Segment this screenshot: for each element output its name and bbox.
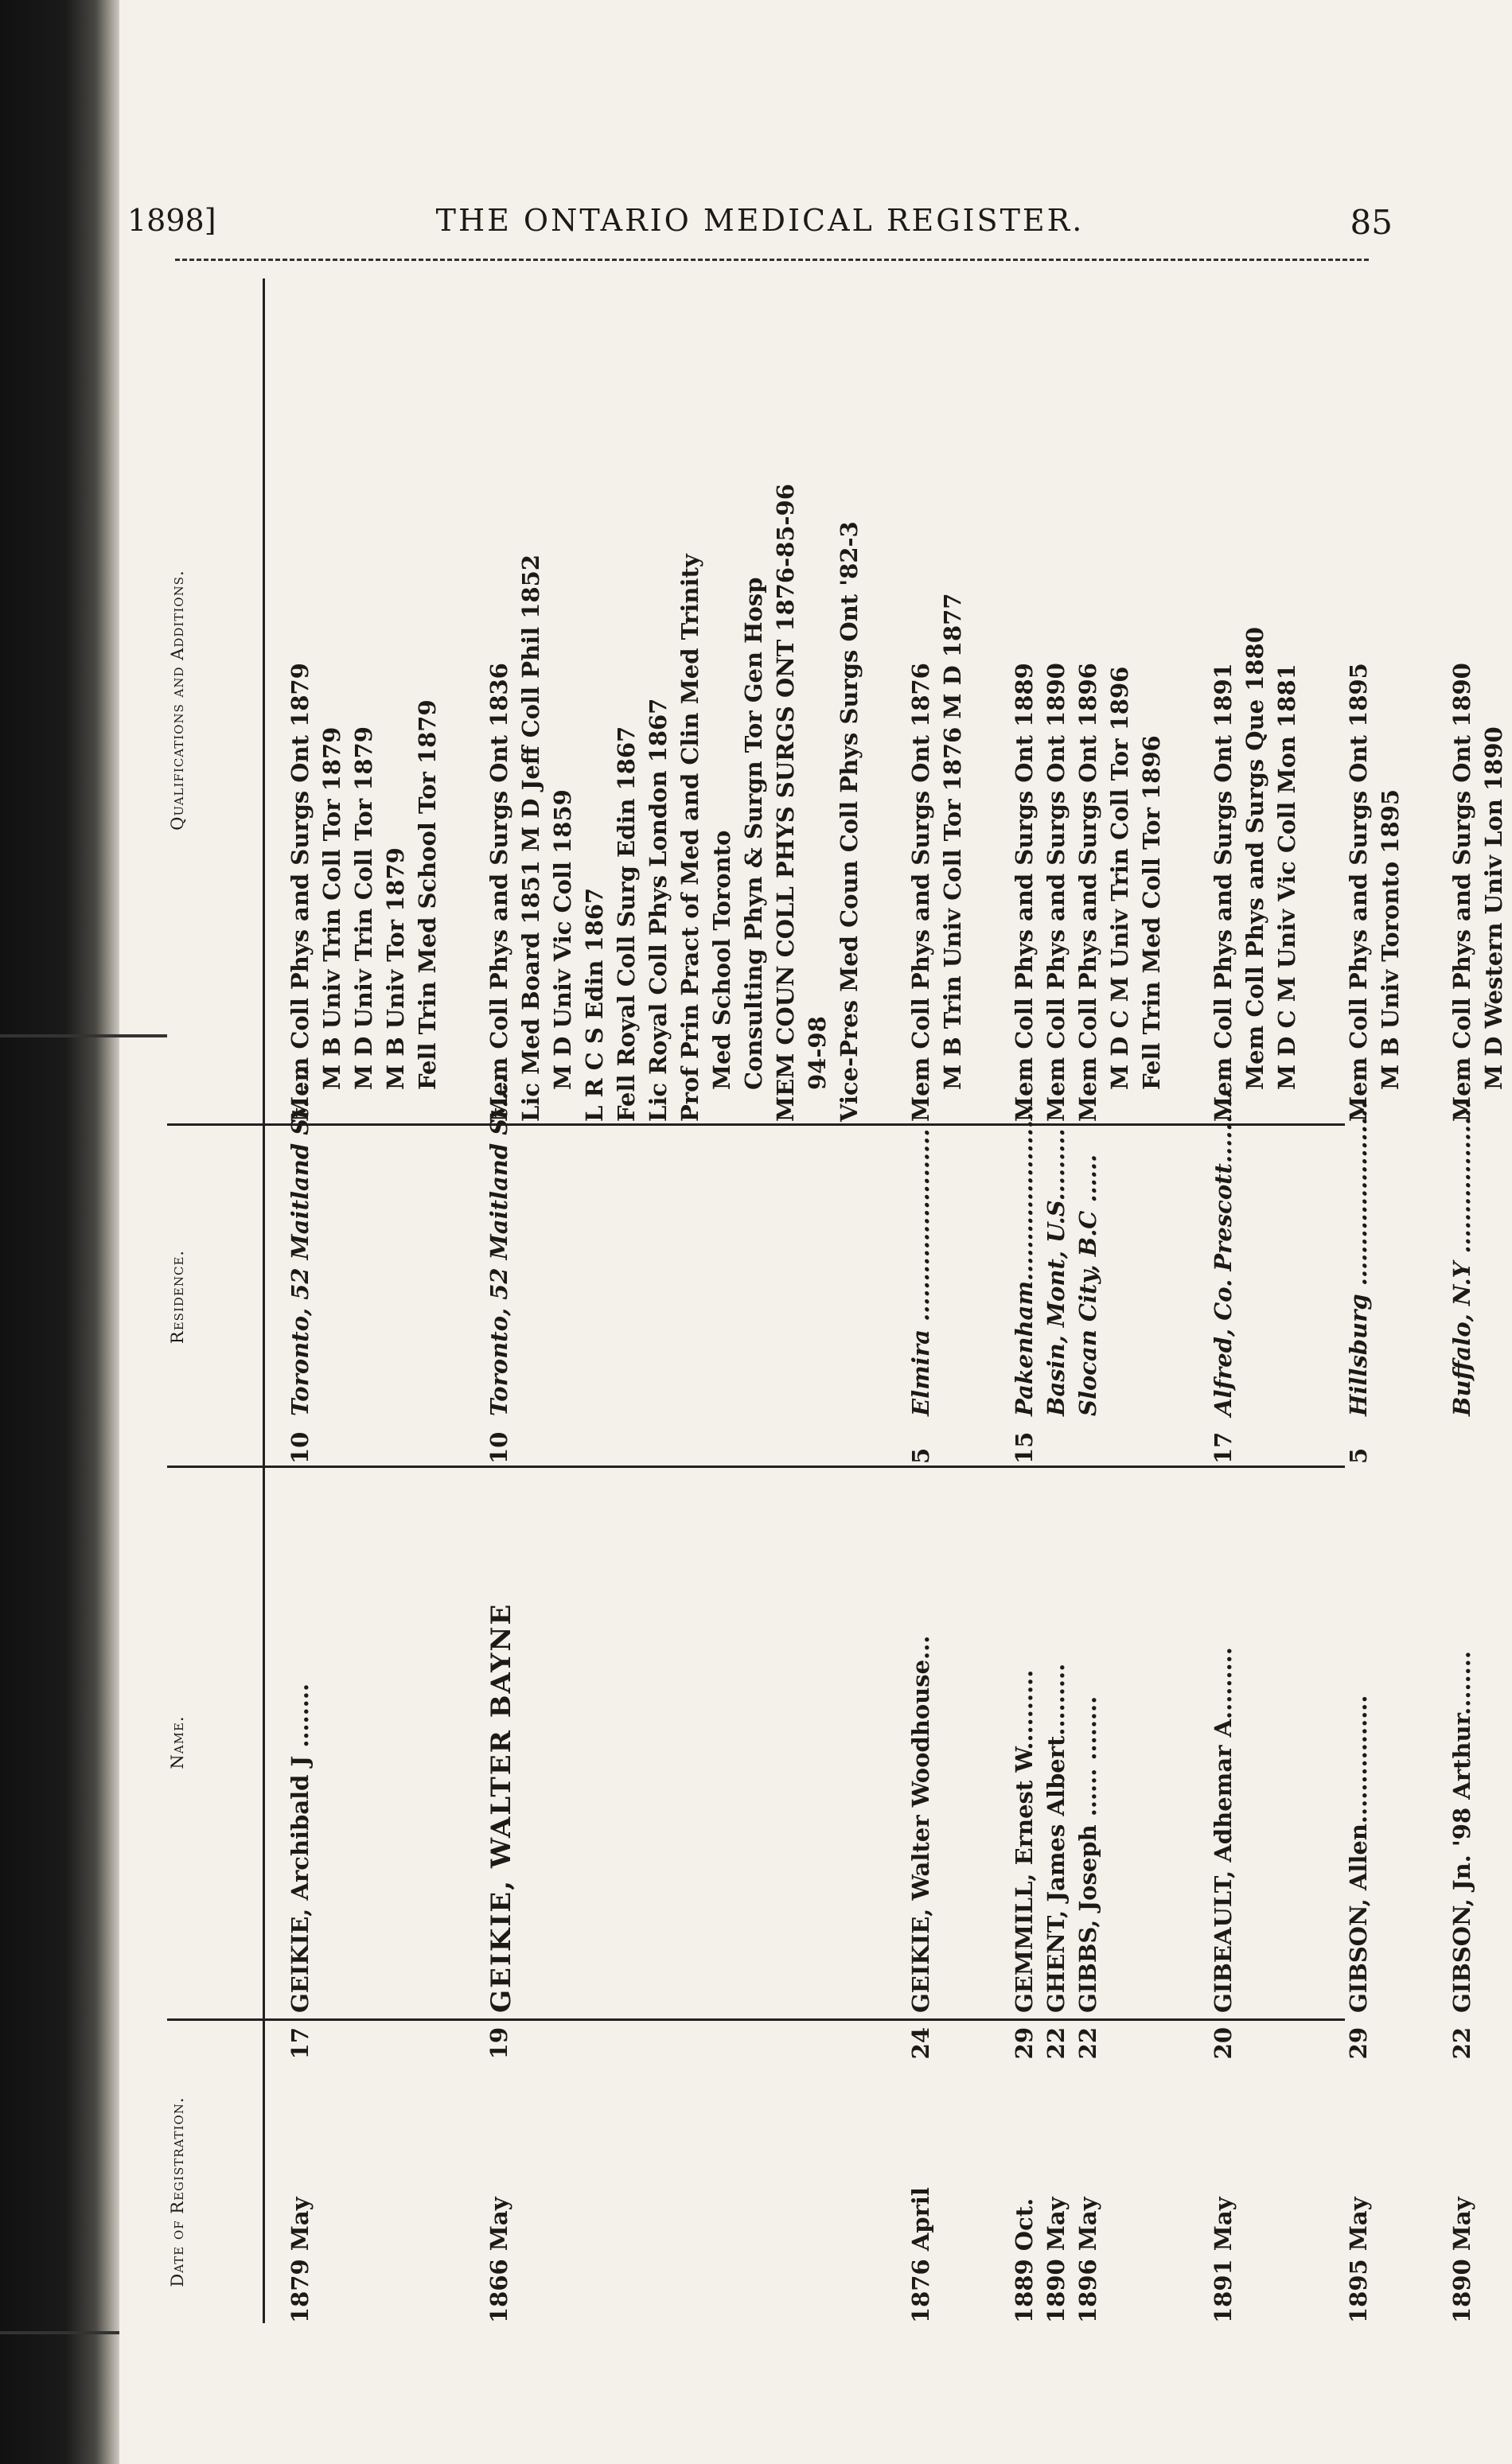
entry-name: GIBEAULT, Adhemar A......... <box>1210 1647 1237 2013</box>
entry-residence: Hillsburg ....................... <box>1345 1100 1372 1416</box>
qualification-line: M B Univ Toronto 1895 <box>1377 789 1404 1090</box>
entry-name: GEMMILL, Ernest W.......... <box>1011 1669 1038 2013</box>
page-title: THE ONTARIO MEDICAL REGISTER. <box>435 203 1085 238</box>
column-header-residence: Residence. <box>168 1249 187 1345</box>
qualification-line: Mem Coll Phys and Surgs Ont 1876 <box>907 663 934 1122</box>
qualification-line: M B Trin Univ Coll Tor 1876 M D 1877 <box>939 593 966 1090</box>
entry-residence: Alfred, Co. Prescott......... <box>1210 1091 1237 1416</box>
registration-day: 24 <box>907 2027 934 2060</box>
registration-date: 1889 Oct. <box>1011 2197 1038 2323</box>
register-entry <box>1074 278 1170 2323</box>
entry-name: GHENT, James Albert......... <box>1042 1663 1070 2013</box>
entry-name: GEIKIE, Walter Woodhouse... <box>907 1635 934 2013</box>
registration-day: 22 <box>1042 2027 1070 2060</box>
qualification-line: MEM COUN COLL PHYS SURGS ONT 1876-85-96 <box>772 484 799 1122</box>
entry-days: 10 <box>485 1431 512 1464</box>
entry-name: GIBBS, Joseph ...... ........ <box>1074 1695 1101 2013</box>
header-year: 1898] <box>127 203 216 238</box>
entry-name: GEIKIE, WALTER BAYNE <box>485 1602 517 2013</box>
qualification-line: M B Univ Tor 1879 <box>382 847 409 1090</box>
entry-residence: Toronto, 52 Maitland St. . . <box>286 1067 314 1416</box>
qualification-line: M D Univ Trin Coll Tor 1879 <box>350 726 377 1090</box>
qualification-line: Vice-Pres Med Coun Coll Phys Surgs Ont '82-3 <box>836 521 863 1122</box>
page-header <box>127 195 1393 251</box>
entry-name: GIBSON, Allen................ <box>1345 1695 1372 2013</box>
qualification-line: Mem Coll Phys and Surgs Ont 1891 <box>1210 663 1237 1122</box>
qualification-line: Mem Coll Phys and Surgs Ont 1836 <box>485 663 512 1122</box>
register-entry <box>286 278 446 2323</box>
register-entry <box>1345 278 1409 2323</box>
qualification-line: Prof Prin Pract of Med and Clin Med Trinity <box>676 554 703 1122</box>
entry-days: 5 <box>1345 1447 1372 1464</box>
entry-name: GEIKIE, Archibald J ........ <box>286 1683 314 2013</box>
column-header-date: Date of Registration. <box>168 2096 187 2287</box>
qualification-line: M D Western Univ Lon 1890 <box>1480 726 1507 1090</box>
register-entry <box>1042 278 1074 2323</box>
column-header-name: Name. <box>168 1715 187 1769</box>
registration-date: 1879 May <box>286 2197 314 2323</box>
qualification-line: Mem Coll Phys and Surgs Ont 1890 <box>1448 663 1475 1122</box>
entry-days: 10 <box>286 1431 314 1464</box>
qualification-line: 94-98 <box>804 1016 831 1090</box>
qualification-line: Mem Coll Phys and Surgs Ont 1879 <box>286 663 314 1122</box>
qualification-line: Mem Coll Phys and Surgs Que 1880 <box>1241 627 1268 1090</box>
registration-day: 22 <box>1074 2027 1101 2060</box>
qualification-line: M D C M Univ Trin Coll Tor 1896 <box>1106 666 1133 1090</box>
register-table <box>167 278 1507 2323</box>
qualification-line: Mem Coll Phys and Surgs Ont 1895 <box>1345 663 1372 1122</box>
registration-date: 1876 April <box>907 2187 934 2323</box>
registration-day: 29 <box>1345 2027 1372 2060</box>
registration-day: 22 <box>1448 2027 1475 2060</box>
entry-residence: Slocan City, B.C ...... <box>1074 1154 1101 1416</box>
entry-name: GIBSON, Jn. '98 Arthur........ <box>1448 1651 1475 2013</box>
qualification-line: M D Univ Vic Coll 1859 <box>549 789 576 1090</box>
registration-day: 17 <box>286 2027 314 2060</box>
entry-residence: Elmira ........................ <box>907 1128 934 1416</box>
registration-date: 1896 May <box>1074 2197 1101 2323</box>
qualification-line: M D C M Univ Vic Coll Mon 1881 <box>1273 664 1300 1090</box>
entry-days: 15 <box>1011 1431 1038 1464</box>
qualification-line: Fell Trin Med Coll Tor 1896 <box>1138 735 1165 1090</box>
page-mark <box>0 2331 119 2334</box>
qualification-line: Lic Med Board 1851 M D Jeff Coll Phil 1852 <box>517 555 544 1122</box>
registration-date: 1891 May <box>1210 2197 1237 2323</box>
register-entry <box>1210 278 1305 2323</box>
qualification-line: Mem Coll Phys and Surgs Ont 1889 <box>1011 663 1038 1122</box>
registration-day: 19 <box>485 2027 512 2060</box>
qualification-line: M B Univ Trin Coll Tor 1879 <box>318 726 345 1090</box>
entry-residence: Pakenham...................... <box>1011 1104 1038 1416</box>
qualification-line: L R C S Edin 1867 <box>581 887 608 1122</box>
registration-day: 29 <box>1011 2027 1038 2060</box>
qualification-line: Mem Coll Phys and Surgs Ont 1896 <box>1074 663 1101 1122</box>
entry-days: 17 <box>1210 1431 1237 1464</box>
column-header-qualifications: Qualifications and Additions. <box>168 570 187 831</box>
entry-residence: Basin, Mont, U.S......... <box>1042 1128 1070 1416</box>
registration-date: 1895 May <box>1345 2197 1372 2323</box>
qualification-line: Med School Toronto <box>708 830 735 1090</box>
entry-residence: Toronto, 52 Maitland St.... <box>485 1076 512 1416</box>
qualification-line: Mem Coll Phys and Surgs Ont 1890 <box>1042 663 1070 1122</box>
page-mark <box>0 1034 167 1037</box>
register-entry <box>485 278 867 2323</box>
qualification-line: Fell Trin Med School Tor 1879 <box>414 699 441 1090</box>
header-divider <box>263 278 265 2323</box>
entry-days: 5 <box>907 1447 934 1464</box>
register-entry <box>1448 278 1512 2323</box>
qualification-line: Fell Royal Coll Surg Edin 1867 <box>613 726 640 1122</box>
page-number: 85 <box>1350 203 1393 242</box>
registration-day: 20 <box>1210 2027 1237 2060</box>
qualification-line: Consulting Phyn & Surgn Tor Gen Hosp <box>740 577 767 1090</box>
entry-residence: Buffalo, N.Y ................... <box>1448 1100 1475 1416</box>
book-binding-edge <box>0 0 119 2464</box>
register-entry <box>1011 278 1042 2323</box>
register-entry <box>907 278 971 2323</box>
registration-date: 1866 May <box>485 2197 512 2323</box>
registration-date: 1890 May <box>1042 2197 1070 2323</box>
qualification-line: Lic Royal Coll Phys London 1867 <box>645 698 672 1122</box>
registration-date: 1890 May <box>1448 2197 1475 2323</box>
